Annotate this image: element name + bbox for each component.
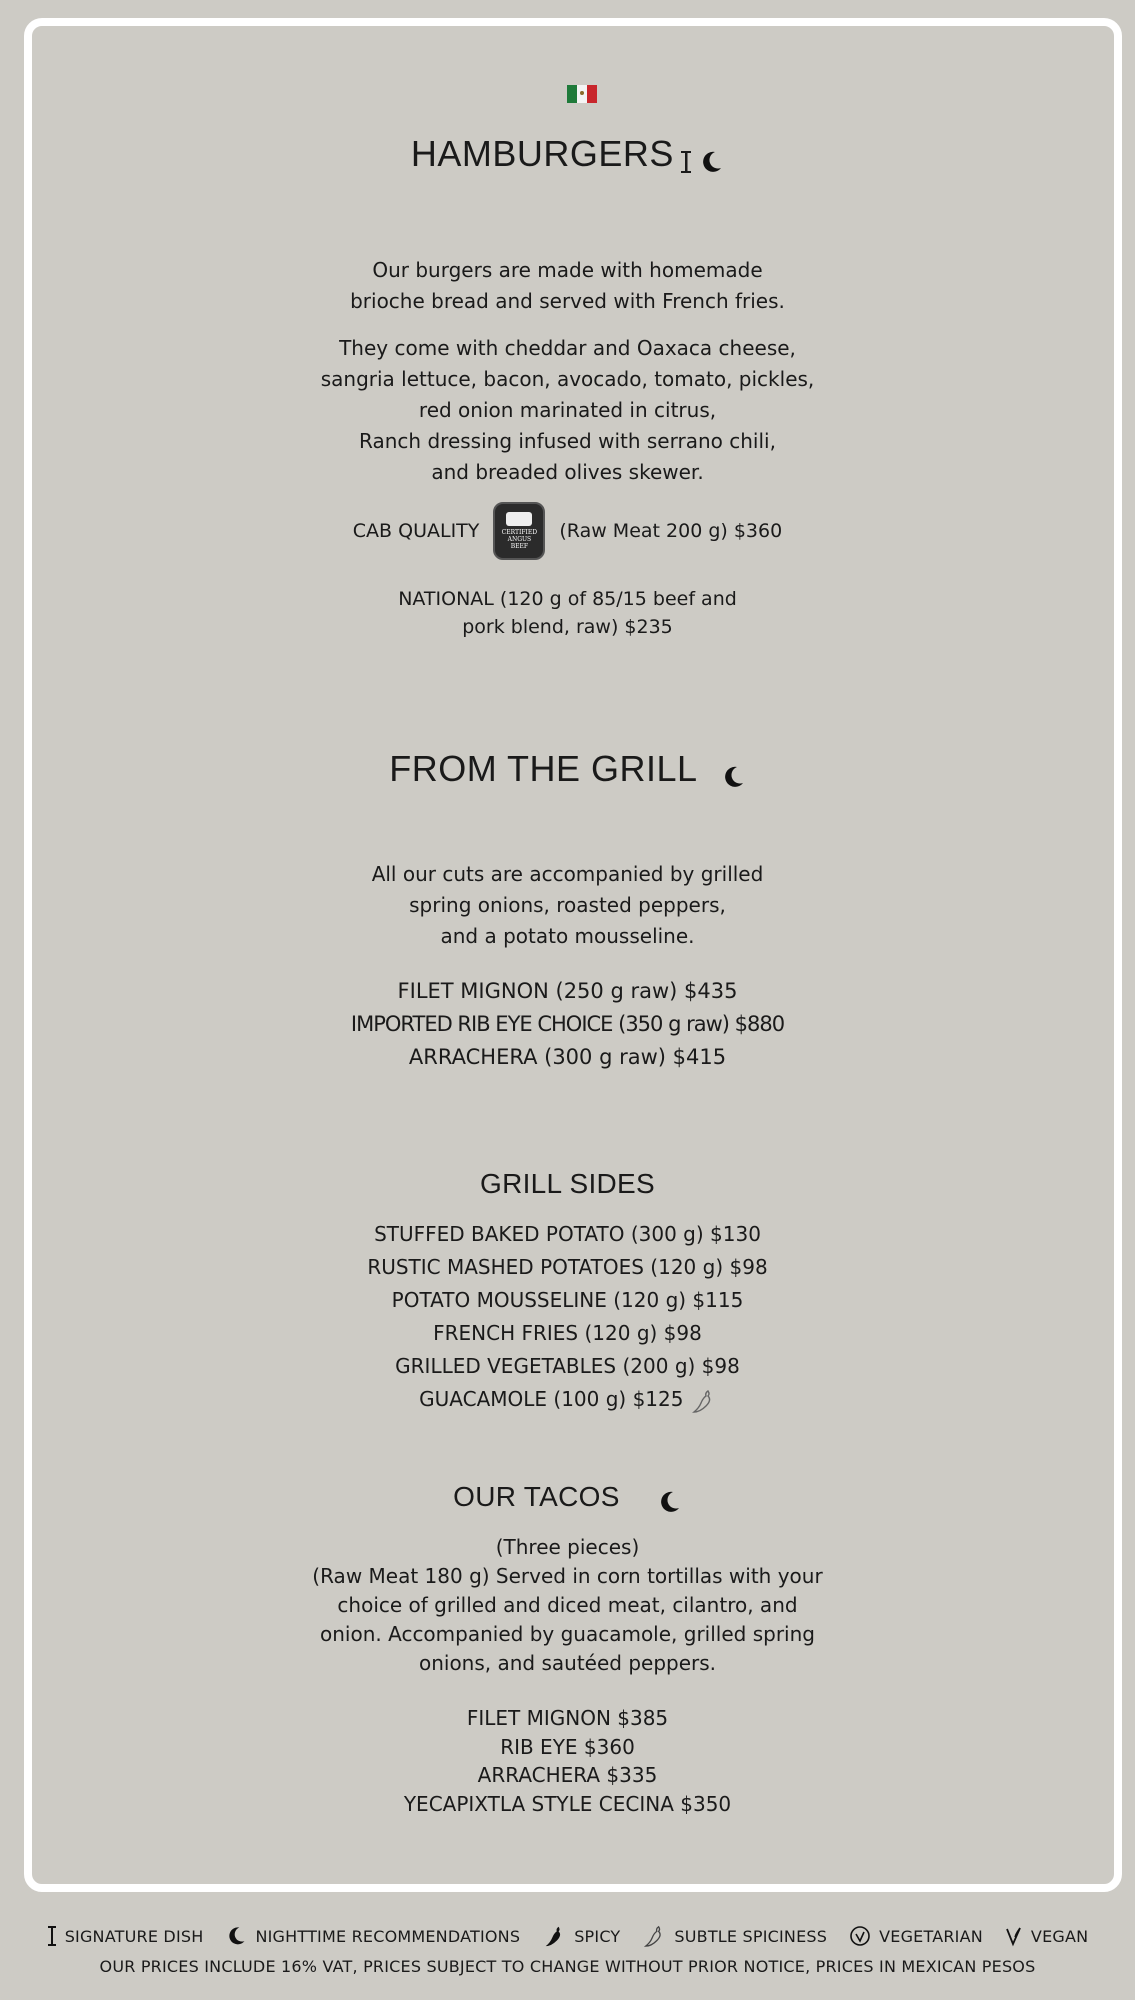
hamburgers-description-1: Our burgers are made with homemade brioche bread and served with French fries. <box>350 258 785 313</box>
vegan-icon <box>1005 1925 1023 1947</box>
grill-description: All our cuts are accompanied by grilled spring onions, roasted peppers, and a potato mousseline. <box>371 862 764 948</box>
moon-icon <box>698 149 724 175</box>
tacos-description: (Three pieces) (Raw Meat 180 g) Served in corn tortillas with your choice of grilled and diced meat, cilantro, and onion. Accompanied by guacamole, grilled spring onions, and sautéed peppers. <box>312 1535 823 1675</box>
legend-spicy: SPICY <box>542 1924 620 1948</box>
list-item: ARRACHERA $335 <box>477 1763 658 1787</box>
list-item: YECAPIXTLA STYLE CECINA $350 <box>403 1791 732 1816</box>
price-disclaimer: OUR PRICES INCLUDE 16% VAT, PRICES SUBJECT TO CHANGE WITHOUT PRIOR NOTICE, PRICES IN MEXICAN PESOS <box>99 1957 1036 1976</box>
signature-dish-icon <box>679 148 693 176</box>
legend-vegetarian: VEGETARIAN <box>849 1925 983 1947</box>
national-burger: NATIONAL (120 g of 85/15 beef and pork blend, raw) $235 <box>398 588 737 638</box>
signature-dish-icon <box>47 1924 57 1948</box>
list-item: GRILLED VEGETABLES (200 g) $98 <box>395 1354 740 1378</box>
cow-icon <box>506 512 532 526</box>
mexico-flag-icon <box>567 85 597 103</box>
legend-nighttime: NIGHTTIME RECOMMENDATIONS <box>225 1925 520 1947</box>
legend <box>0 1918 1135 1954</box>
moon-icon <box>225 1925 247 1947</box>
legend-subtle-spiciness: SUBTLE SPICINESS <box>642 1924 827 1948</box>
list-item: FILET MIGNON $385 <box>466 1706 669 1730</box>
sides-items <box>0 1218 1135 1416</box>
list-item: STUFFED BAKED POTATO (300 g) $130 <box>374 1222 761 1246</box>
hamburgers-title: HAMBURGERS <box>410 133 674 174</box>
tacos-items <box>0 1704 1135 1818</box>
subtle-spiciness-icon <box>690 1388 716 1414</box>
chili-pepper-icon <box>542 1924 566 1948</box>
sides-title: GRILL SIDES <box>480 1168 655 1199</box>
tacos-heading <box>0 1481 1135 1515</box>
subtle-spiciness-icon <box>642 1924 666 1948</box>
legend-vegan: VEGAN <box>1005 1925 1088 1947</box>
legend-signature-dish: SIGNATURE DISH <box>47 1924 204 1948</box>
hamburgers-description-2: They come with cheddar and Oaxaca cheese, sangria lettuce, bacon, avocado, tomato, pickles, red onion marinated in citrus, Ranch dressing infused with serrano chili, and breaded olives skewer. <box>320 336 815 484</box>
moon-icon <box>656 1489 682 1515</box>
grill-title: FROM THE GRILL <box>389 748 698 789</box>
certified-angus-beef-badge: CERTIFIED ANGUS BEEF <box>493 502 545 560</box>
grill-items <box>0 975 1135 1074</box>
list-item: RUSTIC MASHED POTATOES (120 g) $98 <box>367 1255 768 1279</box>
vegetarian-icon <box>849 1925 871 1947</box>
cab-quality-label: CAB QUALITY <box>352 520 480 542</box>
sides-heading <box>0 1168 1135 1200</box>
list-item: ARRACHERA (300 g raw) $415 <box>408 1045 727 1069</box>
list-item: FILET MIGNON (250 g raw) $435 <box>397 979 738 1003</box>
list-item: POTATO MOUSSELINE (120 g) $115 <box>391 1288 744 1312</box>
list-item: IMPORTED RIB EYE CHOICE (350 g raw) $880 <box>350 1012 785 1036</box>
list-item: GUACAMOLE (100 g) $125 <box>0 1383 1135 1416</box>
grill-heading <box>0 748 1135 790</box>
cab-quality-price: (Raw Meat 200 g) $360 <box>559 520 783 542</box>
tacos-title: OUR TACOS <box>453 1481 620 1512</box>
cab-quality-row <box>0 502 1135 560</box>
hamburgers-heading <box>0 133 1135 176</box>
moon-icon <box>720 764 746 790</box>
list-item: RIB EYE $360 <box>500 1734 635 1759</box>
list-item: FRENCH FRIES (120 g) $98 <box>433 1321 702 1345</box>
